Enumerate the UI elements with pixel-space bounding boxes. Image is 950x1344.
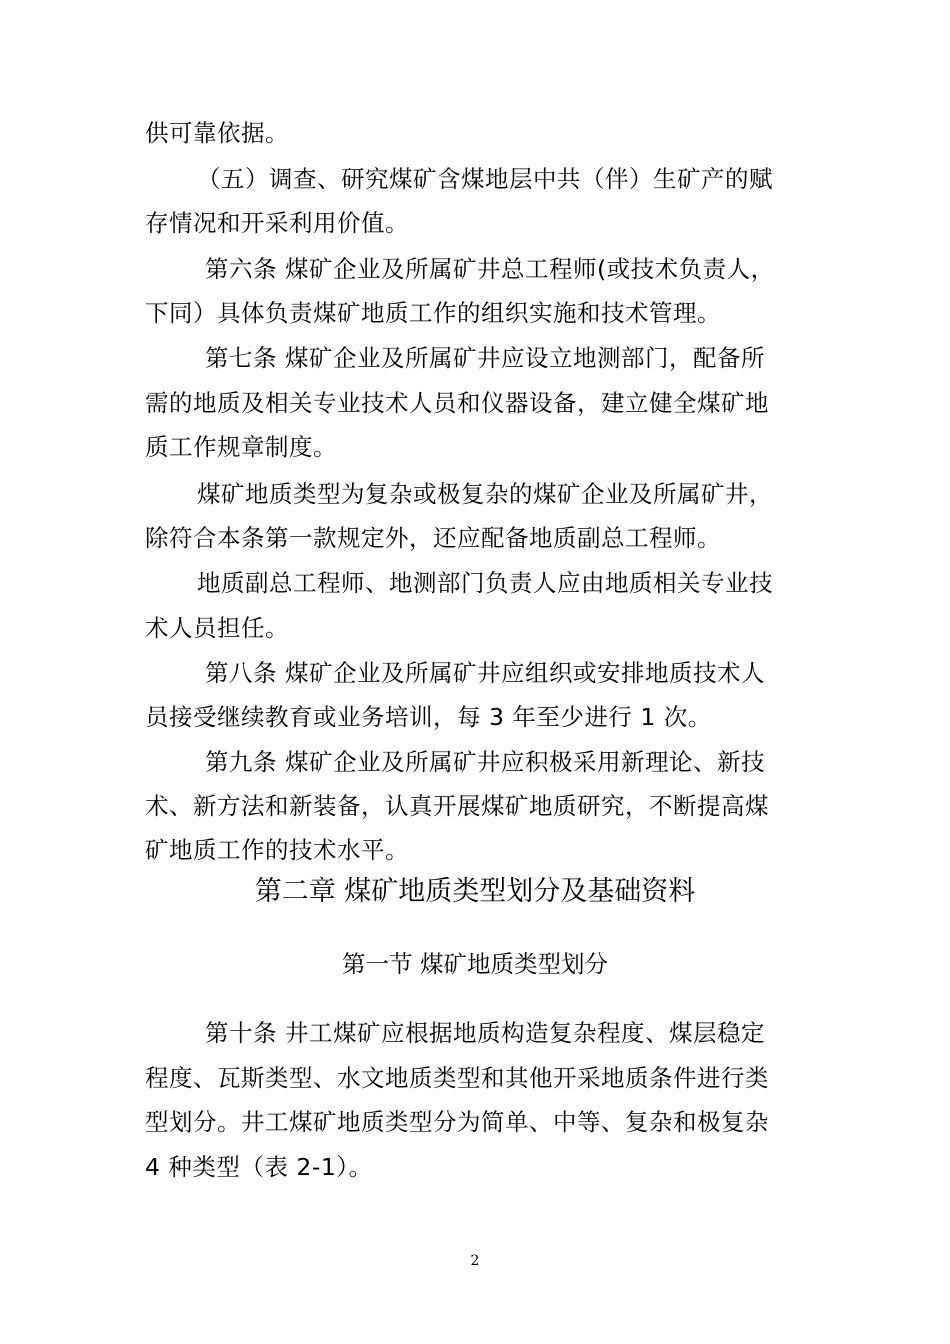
text-line: 供可靠依据。 (145, 119, 289, 147)
text-line: 型划分。井工煤矿地质类型分为简单、中等、复杂和极复杂 (145, 1108, 769, 1136)
article-7-line: 第七条 煤矿企业及所属矿井应设立地测部门，配备所 (205, 344, 765, 372)
article-10-line: 第十条 井工煤矿应根据地质构造复杂程度、煤层稳定 (205, 1019, 765, 1047)
text-line: 地质副总工程师、地测部门负责人应由地质相关专业技 (197, 569, 773, 597)
text-line: 术、新方法和新装备，认真开展煤矿地质研究，不断提高煤 (145, 792, 769, 820)
text-line: 需的地质及相关专业技术人员和仪器设备，建立健全煤矿地 (145, 389, 769, 417)
text-line: 术人员担任。 (145, 614, 289, 642)
section-heading: 第一节 煤矿地质类型划分 (342, 950, 608, 978)
text-line: （五）调查、研究煤矿含煤地层中共（伴）生矿产的赋 (197, 165, 773, 193)
article-6-line: 第六条 煤矿企业及所属矿井总工程师(或技术负责人， (205, 255, 775, 283)
text-line: 程度、瓦斯类型、水文地质类型和其他开采地质条件进行类 (145, 1064, 769, 1092)
article-8-line: 第八条 煤矿企业及所属矿井应组织或安排地质技术人 (205, 659, 765, 687)
text-line: 下同）具体负责煤矿地质工作的组织实施和技术管理。 (145, 299, 721, 327)
text-line: 质工作规章制度。 (145, 433, 337, 461)
chapter-heading: 第二章 煤矿地质类型划分及基础资料 (254, 876, 696, 907)
text-line: 存情况和开采利用价值。 (145, 209, 409, 237)
page-number: 2 (470, 1253, 480, 1269)
text-line: 矿地质工作的技术水平。 (145, 836, 409, 864)
text-line: 4 种类型（表 2-1）。 (145, 1153, 373, 1181)
text-line: 员接受继续教育或业务培训，每 3 年至少进行 1 次。 (145, 703, 712, 731)
article-9-line: 第九条 煤矿企业及所属矿井应积极采用新理论、新技 (205, 748, 765, 776)
text-line: 煤矿地质类型为复杂或极复杂的煤矿企业及所属矿井， (197, 480, 773, 508)
text-line: 除符合本条第一款规定外，还应配备地质副总工程师。 (145, 524, 721, 552)
